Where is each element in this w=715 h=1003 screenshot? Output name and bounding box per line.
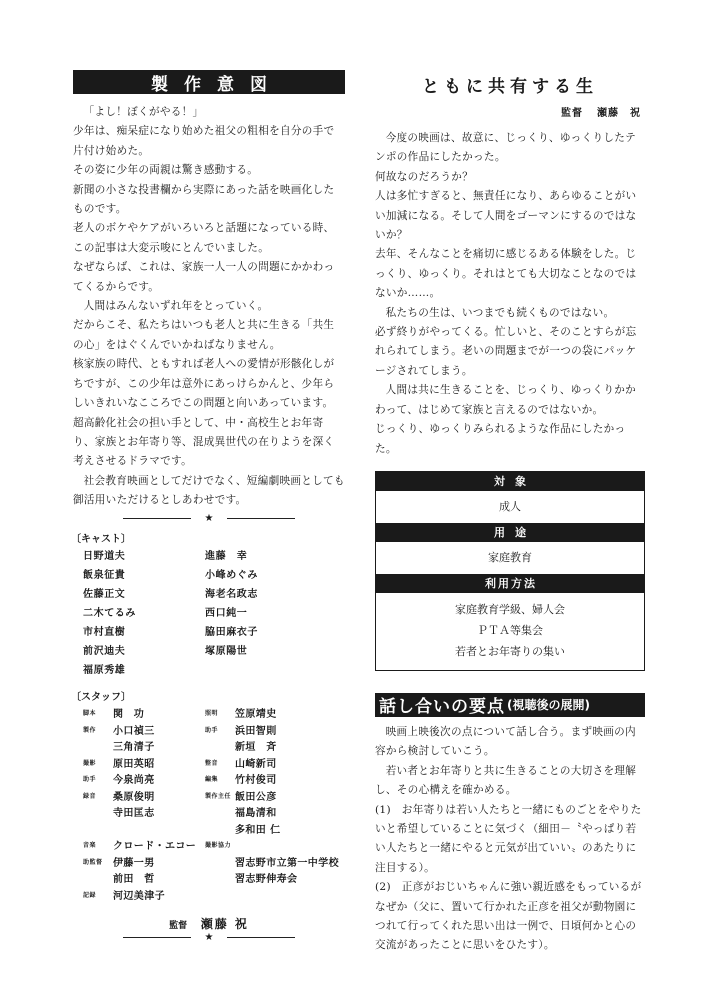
cast-member: 福原秀雄 — [83, 664, 126, 676]
cast-list — [73, 547, 345, 680]
method-item: 若者とお年寄りの集い — [455, 644, 565, 658]
staff-name: 桑原俊明 — [113, 791, 155, 803]
cast-member — [205, 661, 345, 680]
staff-label: 〔スタッフ〕 — [71, 691, 131, 703]
staff-member — [205, 787, 345, 804]
staff-name: 小口禎三 — [113, 725, 155, 737]
paragraph: だからこそ、私たちはいつも老人と共に生きる「共生の心」をはぐくんでいかねばなりません。 — [73, 319, 335, 351]
cast-member: 日野道夫 — [83, 550, 126, 562]
staff-member — [205, 886, 345, 903]
staff-name: 原田英昭 — [113, 758, 155, 770]
staff-role: 脚本 — [83, 710, 97, 718]
separator-line — [227, 518, 295, 519]
star-separator-bottom — [73, 932, 345, 943]
director-credit — [73, 913, 345, 932]
separator-line — [123, 937, 191, 938]
staff-name: 山崎新司 — [235, 758, 277, 770]
paragraph: じっくり、ゆっくりみられるような作品にしたかった。 — [375, 423, 626, 455]
staff-role: 撮影協力 — [205, 842, 232, 850]
staff-name: 前田 哲 — [113, 874, 155, 886]
staff-member — [205, 771, 345, 788]
staff-role: 製作主任 — [205, 792, 232, 800]
staff-member — [83, 837, 205, 854]
essay-byline — [375, 104, 641, 119]
byline-name: 瀬藤 祝 — [597, 108, 641, 119]
cast-member: 塚原陽世 — [205, 645, 248, 657]
cast-member: 佐藤正文 — [83, 588, 126, 600]
staff-role: 助手 — [205, 726, 219, 734]
essay-title: ともに共有する生 — [422, 77, 598, 97]
staff-role: 助手 — [83, 776, 97, 784]
discussion-title-sub: (視聴後の展開) — [507, 698, 590, 713]
paragraph: 映画上映後次の点について話し合う。まず映画の内容から検討していこう。 — [375, 725, 636, 758]
method-values — [376, 593, 644, 670]
staff-member — [83, 853, 205, 870]
right-column — [375, 70, 645, 956]
method-item: 家庭教育学級、婦人会 — [455, 602, 565, 616]
discussion-body — [375, 723, 645, 956]
staff-member — [205, 754, 345, 771]
paragraph: 超高齢化社会の担い手として、中・高校生とお年寄り、家族とお年寄り等、混成異世代の在りようを深く考えさせるドラマです。 — [73, 416, 335, 468]
staff-role: 整音 — [205, 759, 219, 767]
staff-member — [83, 787, 205, 804]
target-header: 対象 — [376, 472, 644, 491]
staff-member — [205, 837, 345, 854]
staff-name: 福島清和 — [235, 808, 277, 820]
staff-name: 関 功 — [113, 709, 145, 721]
paragraph: 何故なのだろうか？ — [375, 170, 474, 183]
staff-name: 伊藤一男 — [113, 857, 155, 869]
staff-name: 習志野市立第一中学校 — [235, 857, 339, 869]
staff-member — [83, 870, 205, 887]
director-name: 瀬藤 祝 — [200, 916, 249, 931]
star-icon: ★ — [204, 512, 214, 524]
staff-member — [83, 804, 205, 821]
staff-member — [83, 886, 205, 903]
staff-member — [205, 705, 345, 722]
discussion-title-main: 話し合いの要点 — [379, 697, 505, 718]
star-separator — [73, 513, 345, 524]
staff-role: 録音 — [83, 792, 97, 800]
staff-role: 照明 — [205, 710, 219, 718]
paragraph: 人間はみんないずれ年をとっていく。 — [83, 300, 269, 313]
staff-member — [205, 721, 345, 738]
cast-member: 脇田麻衣子 — [205, 626, 258, 638]
staff-member — [83, 721, 205, 738]
staff-name: 三角清子 — [113, 742, 155, 754]
staff-role: 撮影 — [83, 759, 97, 767]
cast-member: 西口純一 — [205, 607, 248, 619]
paragraph: 人間は共に生きることを、じっくり、ゆっくりかかわって、はじめて家族と言えるのではないか。 — [375, 384, 637, 416]
paragraph: 少年は、痴呆症になり始めた祖父の粗相を自分の手で片付け始めた。 — [73, 125, 335, 157]
cast-member: 海老名政志 — [205, 588, 258, 600]
paragraph: 「よし！ぼくがやる！」 — [83, 106, 204, 118]
separator-line — [227, 937, 295, 938]
cast-label: 〔キャスト〕 — [71, 533, 131, 545]
staff-role: 助監督 — [83, 858, 103, 866]
staff-list — [73, 705, 345, 903]
paragraph: 老人のボケやケアがいろいろと話題になっている時、この記事は大変示唆にとんでいました。 — [73, 222, 335, 254]
left-column — [73, 70, 345, 946]
paragraph: 人は多忙すぎると、無責任になり、あらゆることがいい加減になる。そして人間をゴーマンにするのではないか？ — [375, 190, 637, 242]
staff-name: 新垣 斉 — [235, 742, 277, 754]
staff-member — [205, 738, 345, 755]
byline-role: 監督 — [561, 108, 583, 119]
staff-member — [83, 754, 205, 771]
staff-name: 多和田 仁 — [235, 824, 281, 836]
paragraph: 必ず終りがやってくる。忙しいと、そのことすらが忘れられてしまう。老いの問題までが一つの袋にパッケージされてしまう。 — [375, 326, 637, 377]
director-role: 監督 — [169, 920, 188, 931]
paragraph: 私たちの生は、いつまでも続くものではない。 — [385, 306, 615, 319]
staff-member — [205, 853, 345, 870]
cast-member: 進藤 幸 — [205, 550, 248, 562]
staff-name: 寺田匡志 — [113, 808, 155, 820]
paragraph: 核家族の時代、ともすれば老人への愛情が形骸化しがちですが、この少年は意外にあっけらかんと、少年らしいきれいなこころでこの問題と向いあっています。 — [73, 358, 335, 410]
staff-role: 製作 — [83, 726, 97, 734]
paragraph: その姿に少年の両親は驚き感動する。 — [73, 164, 259, 177]
staff-name: 飯田公彦 — [235, 791, 277, 803]
staff-name: クロード・エコー — [113, 841, 197, 853]
production-intent-title: 製作意図 — [73, 70, 345, 94]
use-value: 家庭教育 — [488, 550, 532, 564]
staff-name: 習志野伸寿会 — [235, 874, 298, 886]
staff-member — [83, 820, 205, 837]
paragraph: 今度の映画は、故意に、じっくり、ゆっくりしたテンポの作品にしたかった。 — [375, 132, 637, 164]
cast-member: 飯泉征貴 — [83, 569, 126, 581]
use-header: 用途 — [376, 523, 644, 542]
staff-name: 竹村俊司 — [235, 775, 277, 787]
star-icon: ★ — [204, 931, 214, 943]
discussion-title — [375, 693, 645, 717]
staff-name: 浜田智則 — [235, 725, 277, 737]
paragraph: なぜならば、これは、家族一人一人の問題にかかわってくるからです。 — [73, 261, 335, 293]
paragraph: 去年、そんなことを痛切に感じるある体験をした。じっくり、ゆっくり。それはとても大切なことなのではないか……。 — [375, 248, 637, 300]
staff-member — [205, 820, 345, 837]
essay-body — [375, 129, 645, 459]
paragraph: 社会教育映画としてだけでなく、短編劇映画としても御活用いただけるとしあわせです。 — [73, 474, 345, 507]
staff-name: 河辺美津子 — [113, 890, 165, 902]
staff-role: 編集 — [205, 776, 219, 784]
paragraph: (1) お年寄りは若い人たちと一緒にものごとをやりたいと希望していることに気づく（細田－〝やっぱり若い人たちと一緒にやると元気が出ていい〟のあたりに注目する）。 — [375, 803, 642, 874]
staff-member — [205, 870, 345, 887]
cast-member: 前沢迪夫 — [83, 645, 126, 657]
staff-name: 今泉尚亮 — [113, 775, 155, 787]
staff-role: 音楽 — [83, 842, 97, 850]
cast-member: 市村直樹 — [83, 626, 126, 638]
cast-member: 二木てるみ — [83, 607, 136, 619]
paragraph: 若い者とお年寄りと共に生きることの大切さを理解し、その心構えを確かめる。 — [375, 764, 637, 797]
staff-name: 笠原靖史 — [235, 709, 277, 721]
method-header: 利用方法 — [376, 574, 644, 593]
staff-member — [83, 705, 205, 722]
paragraph: (2) 正彦がおじいちゃんに強い親近感をもっているがなぜか（父に、置いて行かれた正彦を祖父が動物園につれて行ってくれた思い出は一例で、日頃何かと心の交流があったことに思いをひたす）。 — [375, 881, 642, 952]
production-intent-body — [73, 103, 345, 511]
method-item: ＰＴＡ等集会 — [477, 623, 543, 637]
target-value: 成人 — [499, 499, 521, 513]
cast-member: 小峰めぐみ — [205, 569, 258, 581]
info-box — [375, 471, 645, 671]
separator-line — [123, 518, 191, 519]
staff-role: 記録 — [83, 891, 97, 899]
staff-member — [83, 771, 205, 788]
paragraph: 新聞の小さな投書欄から実際にあった話を映画化したものです。 — [73, 183, 335, 216]
staff-member — [83, 738, 205, 755]
staff-member — [205, 804, 345, 821]
